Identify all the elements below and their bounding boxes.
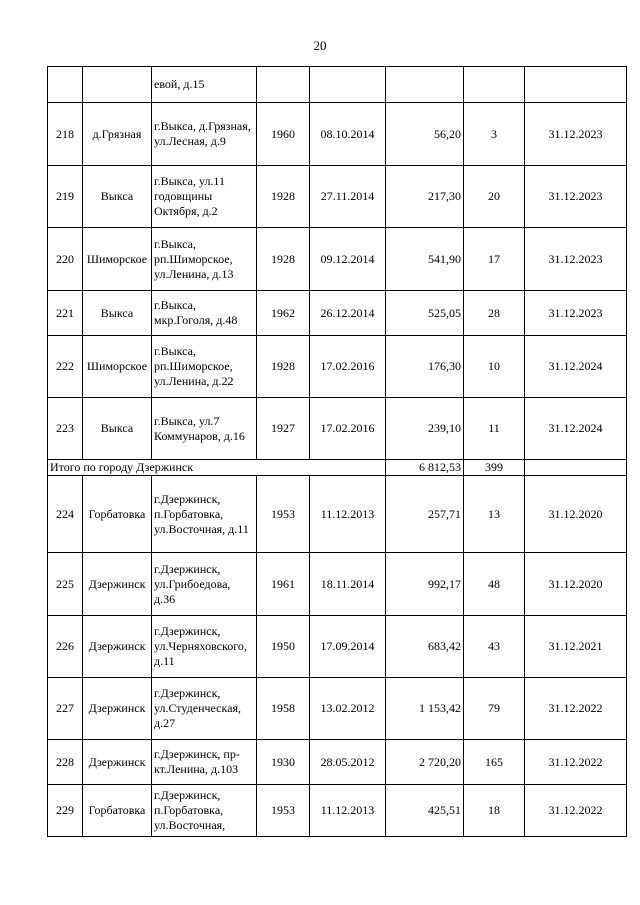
- building-address: г.Выкса, ул.11 годовщины Октября, д.2: [152, 166, 257, 228]
- residents-count: 28: [464, 291, 525, 336]
- table-row: [48, 166, 627, 228]
- settlement-name: Дзержинск: [83, 678, 152, 740]
- residents-count: 10: [464, 336, 525, 398]
- residents-count: 17: [464, 228, 525, 291]
- resettlement-deadline: 31.12.2022: [525, 678, 627, 740]
- floor-area: 217,30: [386, 166, 464, 228]
- table-row: [48, 336, 627, 398]
- resettlement-deadline: 31.12.2022: [525, 740, 627, 785]
- floor-area: 1 153,42: [386, 678, 464, 740]
- row-number: 229: [48, 785, 83, 837]
- building-address: г.Дзержинск, пр-кт.Ленина, д.103: [152, 740, 257, 785]
- settlement-name: Дзержинск: [83, 553, 152, 616]
- table-row: [48, 476, 627, 553]
- settlement-name: Выкса: [83, 166, 152, 228]
- settlement-name: Выкса: [83, 398, 152, 460]
- row-number: 225: [48, 553, 83, 616]
- recognition-date: 28.05.2012: [310, 740, 386, 785]
- recognition-date: 17.09.2014: [310, 616, 386, 678]
- settlement-name: Дзержинск: [83, 616, 152, 678]
- row-number: 219: [48, 166, 83, 228]
- year-built: 1927: [257, 398, 310, 460]
- floor-area: 257,71: [386, 476, 464, 553]
- year-built: 1953: [257, 785, 310, 837]
- residents-count: 43: [464, 616, 525, 678]
- floor-area: 525,05: [386, 291, 464, 336]
- row-number: 221: [48, 291, 83, 336]
- year-built: 1930: [257, 740, 310, 785]
- building-address: г.Выкса, рп.Шиморское, ул.Ленина, д.22: [152, 336, 257, 398]
- recognition-date: [310, 67, 386, 103]
- recognition-date: 13.02.2012: [310, 678, 386, 740]
- table-row: [48, 398, 627, 460]
- residents-count: 18: [464, 785, 525, 837]
- building-address: г.Дзержинск, п.Горбатовка, ул.Восточная, д.11: [152, 476, 257, 553]
- recognition-date: 11.12.2013: [310, 476, 386, 553]
- resettlement-deadline: 31.12.2021: [525, 616, 627, 678]
- row-number: 220: [48, 228, 83, 291]
- recognition-date: 18.11.2014: [310, 553, 386, 616]
- resettlement-deadline: 31.12.2024: [525, 398, 627, 460]
- building-address: г.Дзержинск, п.Горбатовка, ул.Восточная,: [152, 785, 257, 837]
- year-built: 1928: [257, 166, 310, 228]
- row-number: 218: [48, 103, 83, 166]
- table-row: [48, 103, 627, 166]
- table-row: [48, 67, 627, 103]
- residents-count: 3: [464, 103, 525, 166]
- row-number: 227: [48, 678, 83, 740]
- total-residents: 399: [464, 460, 525, 476]
- settlement-name: Дзержинск: [83, 740, 152, 785]
- residents-count: 165: [464, 740, 525, 785]
- total-empty-cell: [525, 460, 627, 476]
- settlement-name: Шиморское: [83, 336, 152, 398]
- building-address: г.Выкса, рп.Шиморское, ул.Ленина, д.13: [152, 228, 257, 291]
- row-number: 223: [48, 398, 83, 460]
- year-built: 1961: [257, 553, 310, 616]
- year-built: 1928: [257, 228, 310, 291]
- building-address: евой, д.15: [152, 67, 257, 103]
- recognition-date: 11.12.2013: [310, 785, 386, 837]
- floor-area: 176,30: [386, 336, 464, 398]
- resettlement-deadline: 31.12.2023: [525, 291, 627, 336]
- row-number: 224: [48, 476, 83, 553]
- floor-area: 2 720,20: [386, 740, 464, 785]
- table-row: [48, 616, 627, 678]
- table-row: [48, 740, 627, 785]
- floor-area: 992,17: [386, 553, 464, 616]
- settlement-name: [83, 67, 152, 103]
- floor-area: 683,42: [386, 616, 464, 678]
- year-built: 1960: [257, 103, 310, 166]
- table-row: [48, 678, 627, 740]
- row-number: 228: [48, 740, 83, 785]
- year-built: 1958: [257, 678, 310, 740]
- settlement-name: Горбатовка: [83, 785, 152, 837]
- page-number: 20: [313, 38, 327, 53]
- recognition-date: 27.11.2014: [310, 166, 386, 228]
- building-address: г.Выкса, ул.7 Коммунаров, д.16: [152, 398, 257, 460]
- residents-count: 48: [464, 553, 525, 616]
- year-built: 1928: [257, 336, 310, 398]
- recognition-date: 26.12.2014: [310, 291, 386, 336]
- residents-count: 11: [464, 398, 525, 460]
- table-row: [48, 228, 627, 291]
- settlement-name: Выкса: [83, 291, 152, 336]
- resettlement-deadline: [525, 67, 627, 103]
- resettlement-deadline: 31.12.2020: [525, 553, 627, 616]
- building-address: г.Дзержинск, ул.Черняховского, д.11: [152, 616, 257, 678]
- recognition-date: 17.02.2016: [310, 336, 386, 398]
- residents-count: 13: [464, 476, 525, 553]
- settlement-name: Шиморское: [83, 228, 152, 291]
- building-address: г.Дзержинск, ул.Студенческая, д.27: [152, 678, 257, 740]
- year-built: 1950: [257, 616, 310, 678]
- total-area: 6 812,53: [386, 460, 464, 476]
- resettlement-deadline: 31.12.2024: [525, 336, 627, 398]
- residents-count: 20: [464, 166, 525, 228]
- building-address: г.Выкса, д.Грязная, ул.Лесная, д.9: [152, 103, 257, 166]
- resettlement-deadline: 31.12.2023: [525, 103, 627, 166]
- recognition-date: 17.02.2016: [310, 398, 386, 460]
- floor-area: 425,51: [386, 785, 464, 837]
- residents-count: 79: [464, 678, 525, 740]
- row-number: [48, 67, 83, 103]
- residents-count: [464, 67, 525, 103]
- settlement-name: Горбатовка: [83, 476, 152, 553]
- table-row: [48, 291, 627, 336]
- year-built: [257, 67, 310, 103]
- year-built: 1953: [257, 476, 310, 553]
- table-row: [48, 785, 627, 837]
- floor-area: 56,20: [386, 103, 464, 166]
- settlement-name: д.Грязная: [83, 103, 152, 166]
- recognition-date: 09.12.2014: [310, 228, 386, 291]
- table-row: [48, 553, 627, 616]
- resettlement-deadline: 31.12.2020: [525, 476, 627, 553]
- floor-area: [386, 67, 464, 103]
- floor-area: 541,90: [386, 228, 464, 291]
- year-built: 1962: [257, 291, 310, 336]
- city-total-row: [48, 460, 627, 476]
- resettlement-deadline: 31.12.2022: [525, 785, 627, 837]
- total-label: Итого по городу Дзержинск: [48, 460, 386, 476]
- building-address: г.Выкса, мкр.Гоголя, д.48: [152, 291, 257, 336]
- resettlement-deadline: 31.12.2023: [525, 166, 627, 228]
- row-number: 226: [48, 616, 83, 678]
- floor-area: 239,10: [386, 398, 464, 460]
- row-number: 222: [48, 336, 83, 398]
- recognition-date: 08.10.2014: [310, 103, 386, 166]
- housing-register-table: [47, 66, 627, 837]
- resettlement-deadline: 31.12.2023: [525, 228, 627, 291]
- building-address: г.Дзержинск, ул.Грибоедова, д.36: [152, 553, 257, 616]
